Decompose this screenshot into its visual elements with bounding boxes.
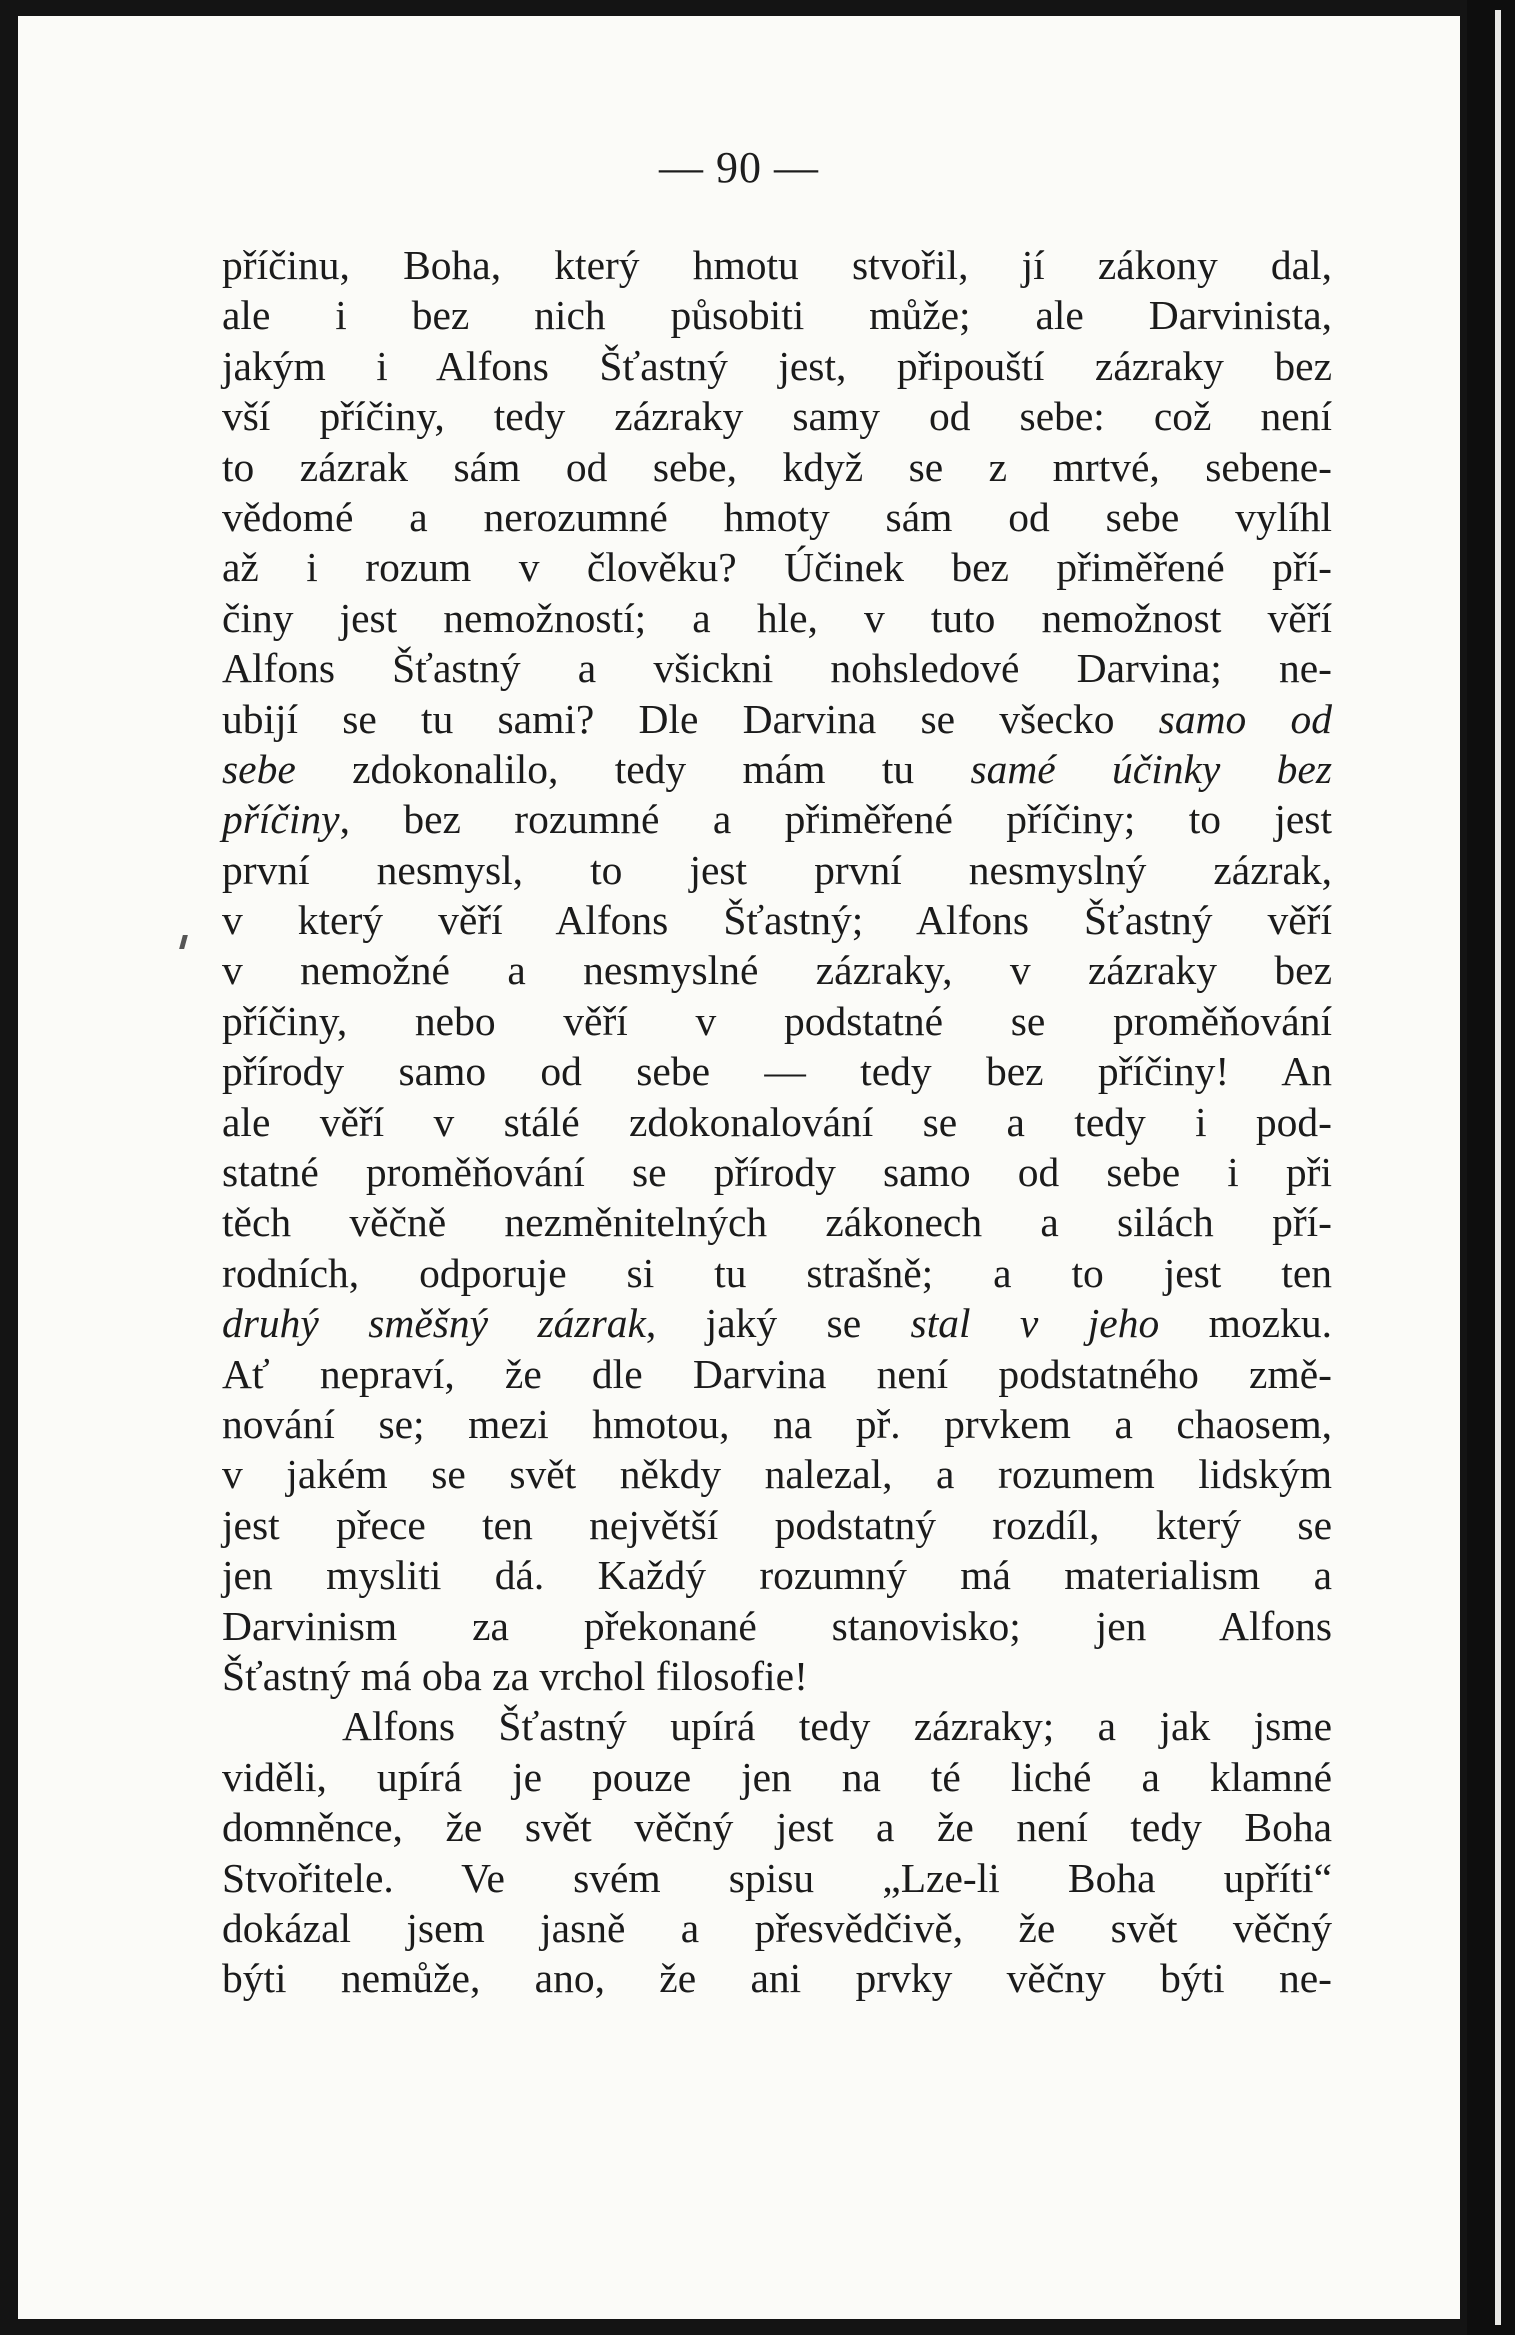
text-line: to zázrak sám od sebe, když se z mrtvé, sebene-	[222, 443, 1332, 490]
text-run: mozku.	[1159, 1300, 1332, 1347]
text-run: , jaký se	[645, 1300, 911, 1347]
next-page-edge	[1467, 0, 1515, 2335]
text-line: jest přece ten největší podstatný rozdíl, který se	[222, 1501, 1332, 1548]
text-line: Darvinism za překonané stanovisko; jen Alfons	[222, 1602, 1332, 1649]
text-line: v který věří Alfons Šťastný; Alfons Šťastný věří	[222, 897, 1332, 944]
italic-text: samo od	[1158, 695, 1332, 742]
text-line: vší příčiny, tedy zázraky samy od sebe: což není	[222, 393, 1332, 440]
italic-text: sebe	[222, 745, 296, 792]
text-line: jen mysliti dá. Každý rozumný má materialism a	[222, 1552, 1332, 1599]
text-line: viděli, upírá je pouze jen na té liché a klamné	[222, 1753, 1332, 1800]
text-line: příčiny, nebo věří v podstatné se proměňování	[222, 997, 1332, 1044]
text-line	[222, 744, 1332, 794]
text-line: dokázal jsem jasně a přesvědčivě, že svět věčný	[222, 1904, 1332, 1951]
text-line: přírody samo od sebe — tedy bez příčiny! An	[222, 1048, 1332, 1095]
paragraph-end-line: Šťastný má oba za vrchol filosofie!	[222, 1652, 808, 1699]
body-text	[222, 240, 1332, 2004]
italic-text: samé účinky bez	[970, 745, 1333, 792]
text-line: Ať nepraví, že dle Darvina není podstatného změ-	[222, 1350, 1332, 1397]
italic-text: druhý směšný zázrak	[222, 1300, 646, 1347]
text-line: v jakém se svět někdy nalezal, a rozumem lidským	[222, 1451, 1332, 1498]
text-line: jakým i Alfons Šťastný jest, připouští zázraky bez	[222, 342, 1332, 389]
italic-text: příčiny	[222, 796, 340, 843]
text-line: až i rozum v člověku? Účinek bez přiměřené pří-	[222, 544, 1332, 591]
text-line: příčinu, Boha, který hmotu stvořil, jí zákony dal,	[222, 242, 1332, 288]
text-line	[222, 1298, 1332, 1348]
italic-text: stal v jeho	[910, 1300, 1160, 1347]
text-line: vědomé a nerozumné hmoty sám od sebe vylíhl	[222, 493, 1332, 540]
text-line: býti nemůže, ano, že ani prvky věčny býti ne-	[222, 1955, 1332, 2002]
next-page-strip	[1495, 10, 1501, 2325]
paragraph-start-line: Alfons Šťastný upírá tedy zázraky; a jak jsme	[342, 1703, 1332, 1750]
text-line: první nesmysl, to jest první nesmyslný zázrak,	[222, 846, 1332, 893]
text-line: těch věčně nezměnitelných zákonech a silách pří-	[222, 1199, 1332, 1246]
text-line: Alfons Šťastný a všickni nohsledové Darvina; ne-	[222, 645, 1332, 692]
text-line: rodních, odporuje si tu strašně; a to jest ten	[222, 1249, 1332, 1296]
text-run: ubijí se tu sami? Dle Darvina se všecko	[222, 695, 1159, 742]
text-line	[222, 794, 1332, 844]
text-line: statné proměňování se přírody samo od sebe i při	[222, 1149, 1332, 1196]
text-line: nování se; mezi hmotou, na př. prvkem a chaosem,	[222, 1400, 1332, 1447]
text-line: v nemožné a nesmyslné zázraky, v zázraky bez	[222, 947, 1332, 994]
text-line: ale věří v stálé zdokonalování se a tedy i pod-	[222, 1098, 1332, 1145]
text-run: zdokonalilo, tedy mám tu	[295, 745, 971, 792]
text-line	[222, 694, 1332, 744]
page-number: — 90 —	[659, 143, 819, 192]
text-line: činy jest nemožností; a hle, v tuto nemožnost věří	[222, 594, 1332, 641]
text-line: Stvořitele. Ve svém spisu „Lze-li Boha upříti“	[222, 1854, 1332, 1901]
text-line: domněnce, že svět věčný jest a že není tedy Boha	[222, 1804, 1332, 1851]
text-run: , bez rozumné a přiměřené příčiny; to jest	[339, 796, 1332, 843]
text-line: ale i bez nich působiti může; ale Darvinista,	[222, 292, 1332, 339]
